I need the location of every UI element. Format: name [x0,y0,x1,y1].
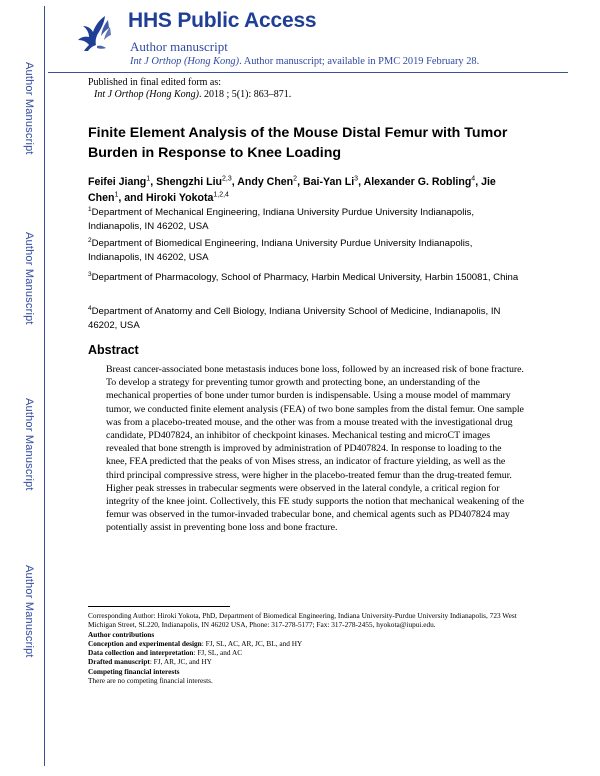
sidebar-label-3: Author Manuscript [23,398,35,491]
header-divider [48,72,568,73]
availability-text: . Author manuscript; available in PMC 2019 February 28. [239,56,480,67]
data-value: : FJ, SL, and AC [193,648,243,658]
affiliation-text: Department of Pharmacology, School of Pharmacy, Harbin Medical University, Harbin 150081, China [91,272,519,283]
journal-name[interactable]: Int J Orthop (Hong Kong) [130,56,240,67]
author-manuscript-label: Author manuscript [130,39,228,54]
contribution-drafted [88,657,528,666]
abstract-heading: Abstract [88,343,139,357]
paper-title: Finite Element Analysis of the Mouse Distal Femur with Tumor Burden in Response to Knee Loading [88,125,508,161]
author-affiliation-sup: 1 [114,191,119,199]
sidebar-label-1: Author Manuscript [23,62,35,155]
sidebar-label-2: Author Manuscript [23,232,35,325]
contributions-heading: Author contributions [88,629,155,639]
author-separator: , [118,192,125,204]
author-affiliation-sup: 3 [354,175,359,183]
author-name: Andy Chen [237,176,294,188]
author-separator: , [231,176,238,188]
data-label: Data collection and interpretation [88,648,194,658]
abstract-body: Breast cancer-associated bone metastasis induces bone loss, followed by an increased risk of bone fracture. To develop a strategy for preventing tumor growth and protecting bone, an understanding of the mechanical properties of bone under tumor burden is indispensable. Using a mouse model of mammary tumor, we conducted finite element analysis (FEA) of two bone samples from the distal femur. One sample was from a placebo-treated mouse, and the other was from a mouse treated with the investigational drug candidate, PD407824, an inhibitor of checkpoint kinases. Mechanical testing and microCT images revealed that bone strength is improved by administration of PD407824. In response to loading to the knee, FEA predicted that the peaks of von Mises stress, an indicator of fracture yielding, as well as the third principal compressive stress, were higher in the placebo-treated femur than the drug-treated femur. Higher peak stresses in trabecular segments were observed in the lateral condyle, a critical region for integrity of the knee joint. Collectively, this FE study supports the notion that mechanical weakening of the femur was observed in the tumor-invaded trabecular bone, and chemical agents such as PD407824 may potentially assist in preventing bone loss and bone fracture. [106,364,524,534]
sidebar-label-4: Author Manuscript [23,565,35,658]
affiliation-number: 2 [88,236,92,244]
hhs-public-access-title: HHS Public Access [128,9,317,32]
author-separator: , [297,176,303,188]
drafted-value: : FJ, AR, JC, and HY [149,657,212,667]
affiliation-3 [88,271,528,285]
author-affiliation-sup: 1,2,4 [213,191,229,199]
journal-availability-line [130,56,479,67]
hhs-eagle-logo-icon [75,12,113,52]
affiliation-1 [88,206,528,234]
conception-label: Conception and experimental design [88,638,202,648]
affiliation-text: Department of Anatomy and Cell Biology, Indiana University School of Medicine, Indianapolis, IN 46202, USA [88,306,501,331]
competing-text: There are no competing financial interests. [88,676,213,686]
contribution-conception [88,639,528,648]
affiliation-number: 1 [88,205,92,213]
affiliation-4 [88,305,528,333]
affiliation-text: Department of Biomedical Engineering, Indiana University Purdue University Indianapolis, Indianapolis, IN 46202, USA [88,238,473,263]
drafted-label: Drafted manuscript [88,657,150,667]
citation-journal: Int J Orthop (Hong Kong) [94,89,199,100]
footnote-divider [88,606,230,607]
author-affiliation-sup: 2,3 [222,175,232,183]
conception-value: : FJ, SL, AC, AR, JC, BL, and HY [201,638,303,648]
corresponding-author: Corresponding Author: Hiroki Yokota, PhD, Department of Biomedical Engineering, Indiana University-Purdue University Indianapolis, 723 West Michigan Street, SL220, Indianapolis, IN 46202 USA, Phone: 317-278-5177; Fax: 317-278-2455, hyokota@iupui.edu. [88,611,517,630]
author-separator: , [358,176,364,188]
author-separator: , [150,176,157,188]
author-affiliation-sup: 1 [146,175,151,183]
contribution-data [88,648,528,657]
author-name: Alexander G. Robling [363,176,472,188]
author-name: and Hiroki Yokota [124,192,214,204]
author-name: Shengzhi Liu [156,176,222,188]
published-label: Published in final edited form as: [88,77,222,88]
citation-details: . 2018 ; 5(1): 863–871. [199,89,292,100]
author-name: Bai-Yan Li [302,176,355,188]
author-list [88,174,528,206]
author-name: Feifei Jiang [88,176,147,188]
affiliation-number: 3 [88,270,92,278]
author-name: Jie Chen [88,176,496,204]
affiliation-number: 4 [88,304,92,312]
affiliation-2 [88,237,528,265]
sidebar-divider [44,6,45,766]
competing-heading: Competing financial interests [88,666,180,676]
author-affiliation-sup: 2 [293,175,298,183]
author-affiliation-sup: 4 [471,175,476,183]
affiliation-text: Department of Mechanical Engineering, Indiana University Purdue University Indianapolis, Indianapolis, IN 46202, USA [88,207,474,232]
author-separator: , [475,176,482,188]
publication-citation [94,89,291,100]
footnotes [88,611,528,685]
